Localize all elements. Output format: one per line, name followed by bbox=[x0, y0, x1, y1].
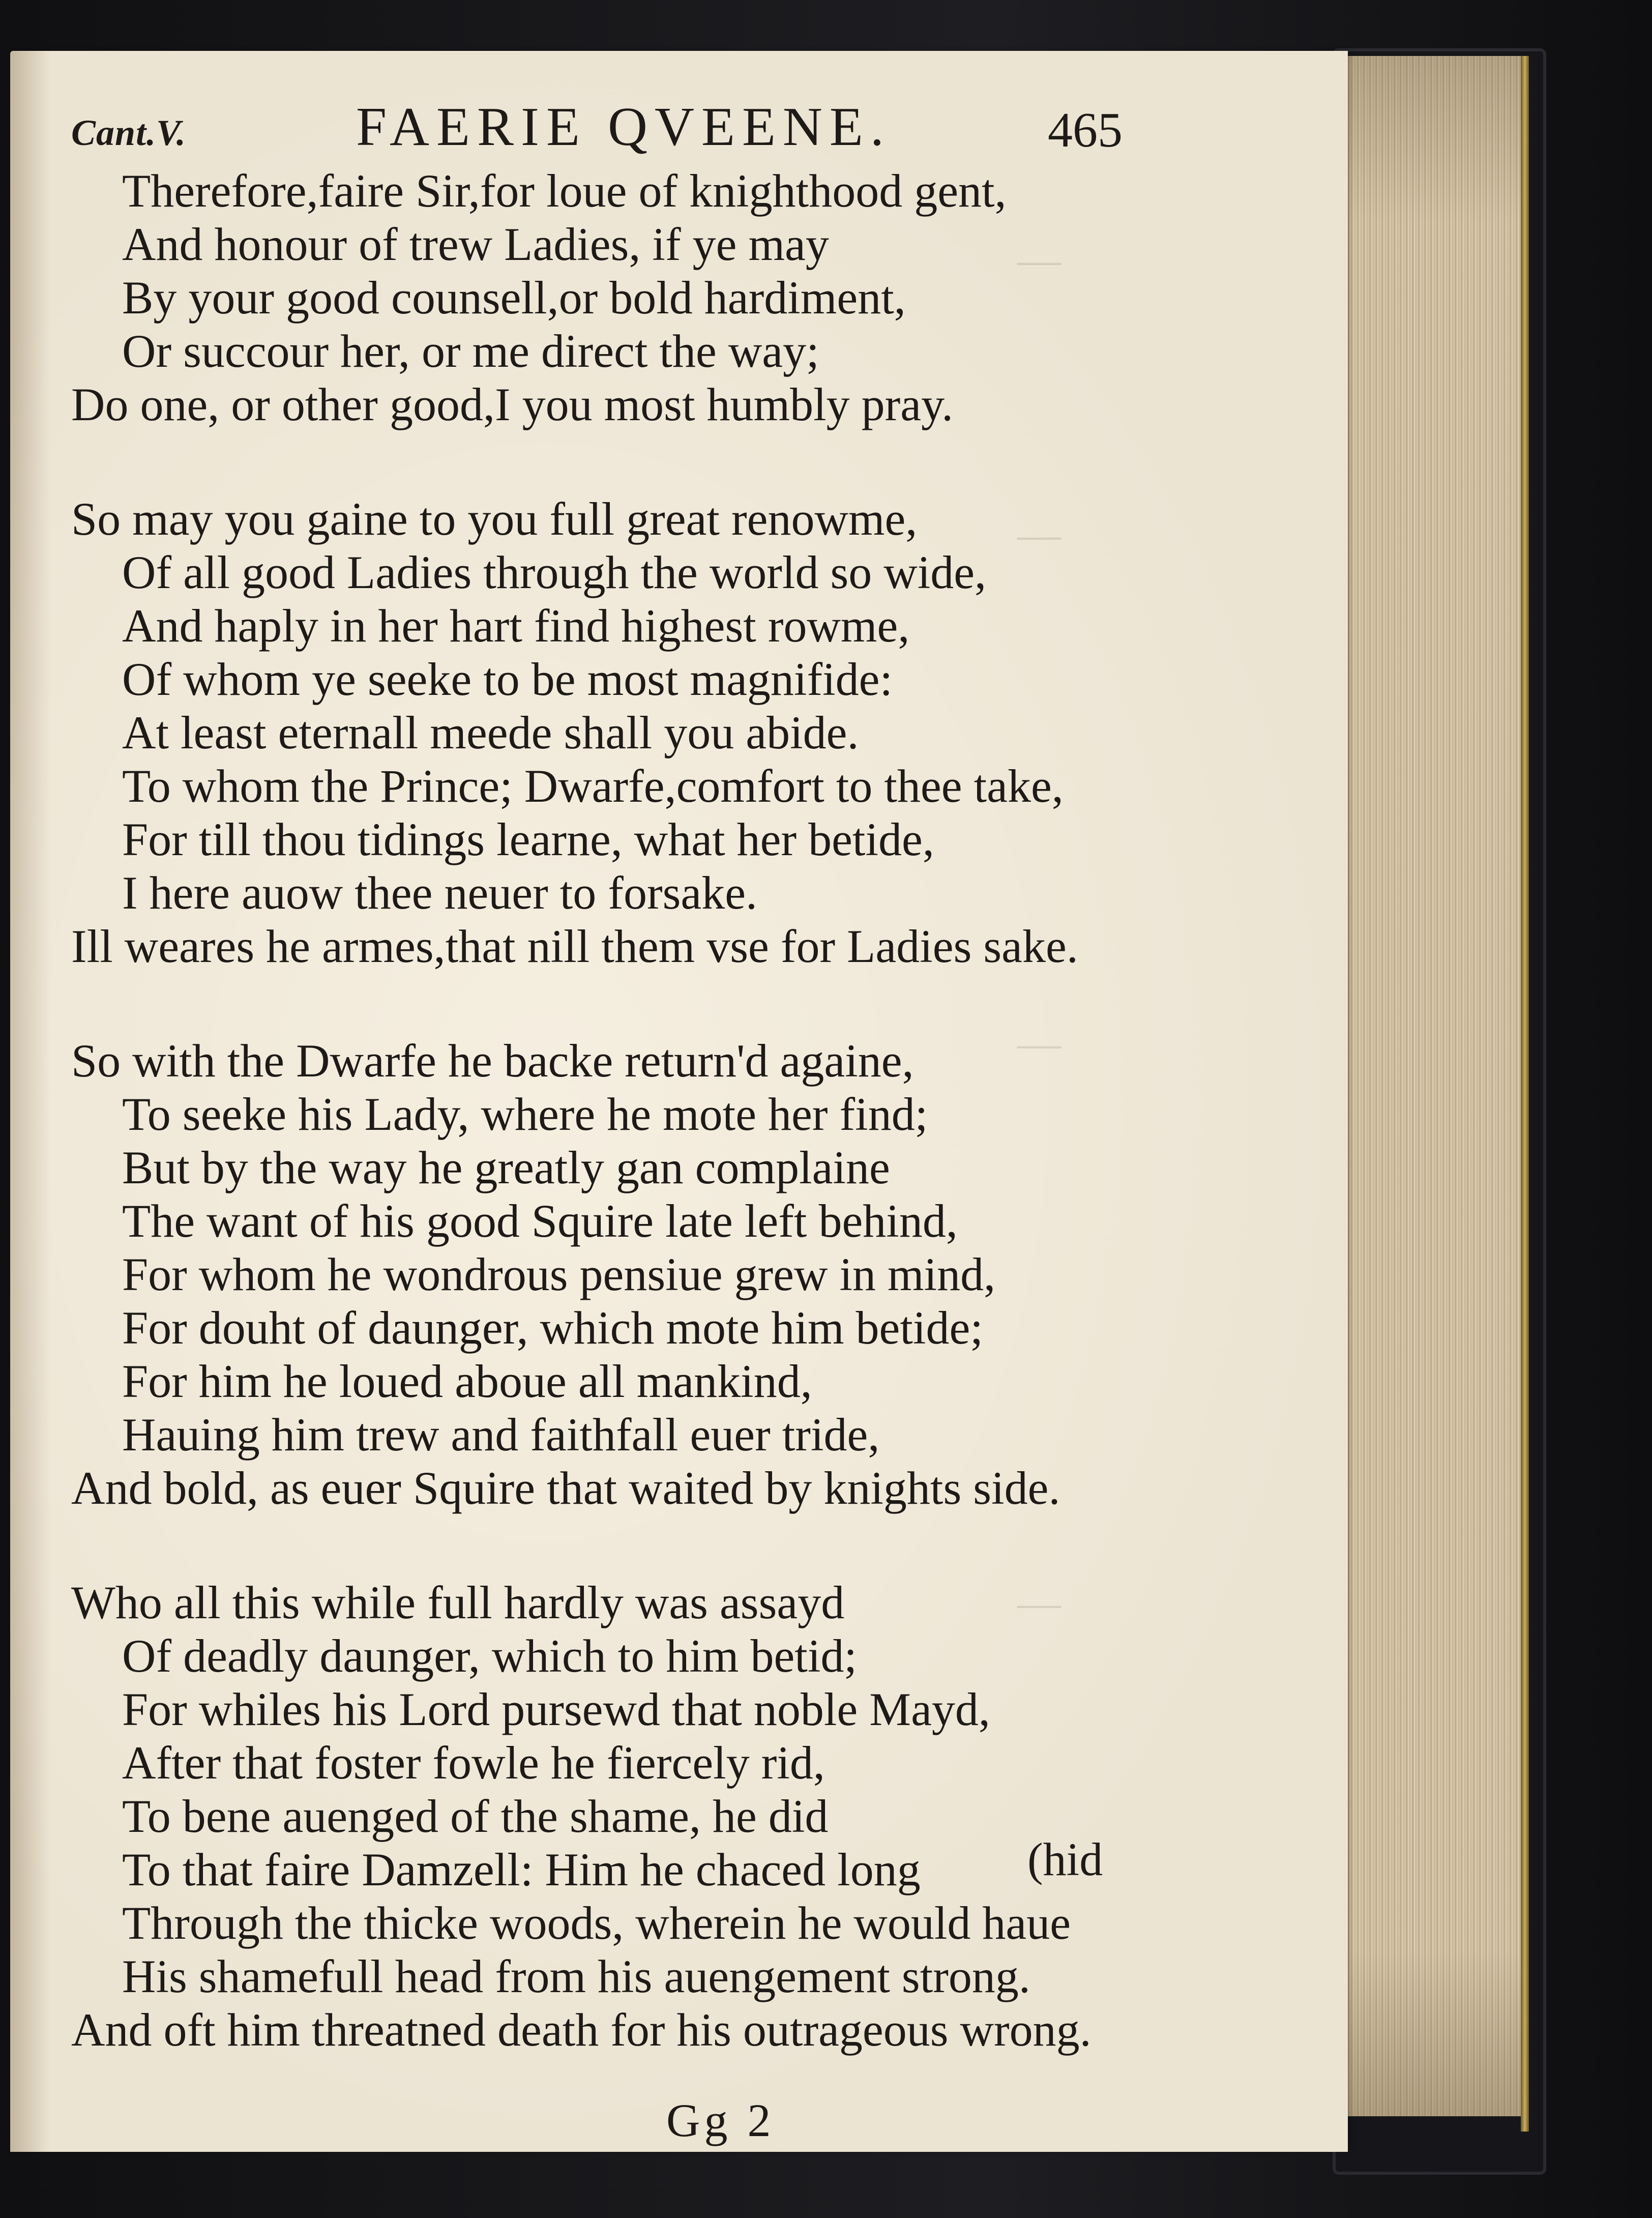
verse-line: Of all good Ladies through the world so wide, bbox=[122, 546, 987, 598]
verse-line: So may you gaine to you full great renowme, bbox=[71, 493, 918, 545]
turnover-word: (hid bbox=[1027, 1833, 1103, 1885]
verse-line: And honour of trew Ladies, if ye may bbox=[122, 218, 829, 270]
verse-line: Through the thicke woods, wherein he would haue bbox=[122, 1897, 1071, 1949]
verse-line: Or succour her, or me direct the way; bbox=[122, 325, 819, 377]
verse-line: For till thou tidings learne, what her betide, bbox=[122, 813, 934, 865]
verse-line: To that faire Damzell: Him he chaced long bbox=[122, 1844, 921, 1895]
verse-line: For him he loued aboue all mankind, bbox=[122, 1355, 812, 1407]
verse-line: Of deadly daunger, which to him betid; bbox=[122, 1630, 857, 1682]
signature-mark: Gg 2 bbox=[666, 2094, 775, 2146]
verse-line: And haply in her hart find highest rowme, bbox=[122, 600, 910, 652]
verse-line: To whom the Prince; Dwarfe,comfort to thee take, bbox=[122, 760, 1064, 812]
verse-line: Ill weares he armes,that nill them vse for Ladies sake. bbox=[71, 920, 1078, 972]
verse-line: For whiles his Lord pursewd that noble Mayd, bbox=[122, 1683, 990, 1735]
page-edges bbox=[1347, 56, 1522, 2116]
verse-line: So with the Dwarfe he backe return'd againe, bbox=[71, 1035, 914, 1087]
verse-line: To bene auenged of the shame, he did bbox=[122, 1790, 829, 1842]
verse-line: The want of his good Squire late left behind, bbox=[122, 1195, 958, 1247]
verse-line: Therefore,faire Sir,for loue of knighthood gent, bbox=[122, 165, 1007, 217]
verse-line: And bold, as euer Squire that waited by knights side. bbox=[71, 1462, 1060, 1514]
verse-line: To seeke his Lady, where he mote her find; bbox=[122, 1088, 928, 1140]
book-page: — — — — Cant.V. FAERIE QVEENE. 465 Therefore,faire Sir,for loue of knighthood gent, And honour of trew Ladies, if ye may By your good counsell,or bold hardiment, Or succour her, or me direct the way; Do one, or other good,I you most humbly pray. So may you gaine to you full great renowme, Of all good Ladies through the world so wide, And haply in her hart find highest rowme, Of whom ye seeke to be most magnifide: At least eternall meede shall you abide. To whom the Prince; Dwarfe,comfort to thee take, For till thou tidings learne, what her betide, I here auow thee neuer to forsake. Ill weares he armes,that nill them vse for Ladies sake. So with the Dwarfe he backe return'd againe, To seeke his Lady, where he mote her find; But by the way he greatly gan complaine The want of his good Squire late left behind, For whom he wondrous pensiue grew in mind, For douht of daunger, which mote him betide; For him he loued aboue all mankind, Hauing him trew and faithfall euer tride, And bold, as euer Squire that waited by knights side. Who all this while full hardly was assayd Of deadly daunger, which to him betid; For whiles his Lord pursewd that noble Mayd, After that foster fowle he fiercely rid, To bene auenged of the shame, he did To that faire Damzell: Him he chaced long (hid Through the thicke woods, wherein he would haue His shamefull head from his auengement strong. And oft him threatned death for his outrageous wrong. Gg 2 bbox=[10, 51, 1348, 2152]
verse-line: For whom he wondrous pensiue grew in mind, bbox=[122, 1248, 996, 1300]
verse-line: I here auow thee neuer to forsake. bbox=[122, 867, 758, 919]
verse-line: Who all this while full hardly was assayd bbox=[71, 1577, 845, 1628]
book-title: FAERIE QVEENE. bbox=[356, 97, 891, 157]
verse-line: After that foster fowle he fiercely rid, bbox=[122, 1737, 825, 1789]
canto-label: Cant.V. bbox=[71, 112, 186, 153]
verse-line: For douht of daunger, which mote him betide; bbox=[122, 1302, 983, 1354]
verse-line: Do one, or other good,I you most humbly pray. bbox=[71, 378, 954, 430]
verse-line: And oft him threatned death for his outrageous wrong. bbox=[71, 2004, 1092, 2056]
gilt-edge bbox=[1521, 56, 1529, 2132]
verse-line: By your good counsell,or bold hardiment, bbox=[122, 272, 906, 324]
verse-line: Hauing him trew and faithfall euer tride, bbox=[122, 1409, 880, 1461]
verse-line: At least eternall meede shall you abide. bbox=[122, 707, 859, 758]
page-number: 465 bbox=[1048, 103, 1123, 158]
verse-line: Of whom ye seeke to be most magnifide: bbox=[122, 653, 893, 705]
verse-line: But by the way he greatly gan complaine bbox=[122, 1142, 890, 1193]
verse-line: His shamefull head from his auengement strong. bbox=[122, 1950, 1030, 2002]
